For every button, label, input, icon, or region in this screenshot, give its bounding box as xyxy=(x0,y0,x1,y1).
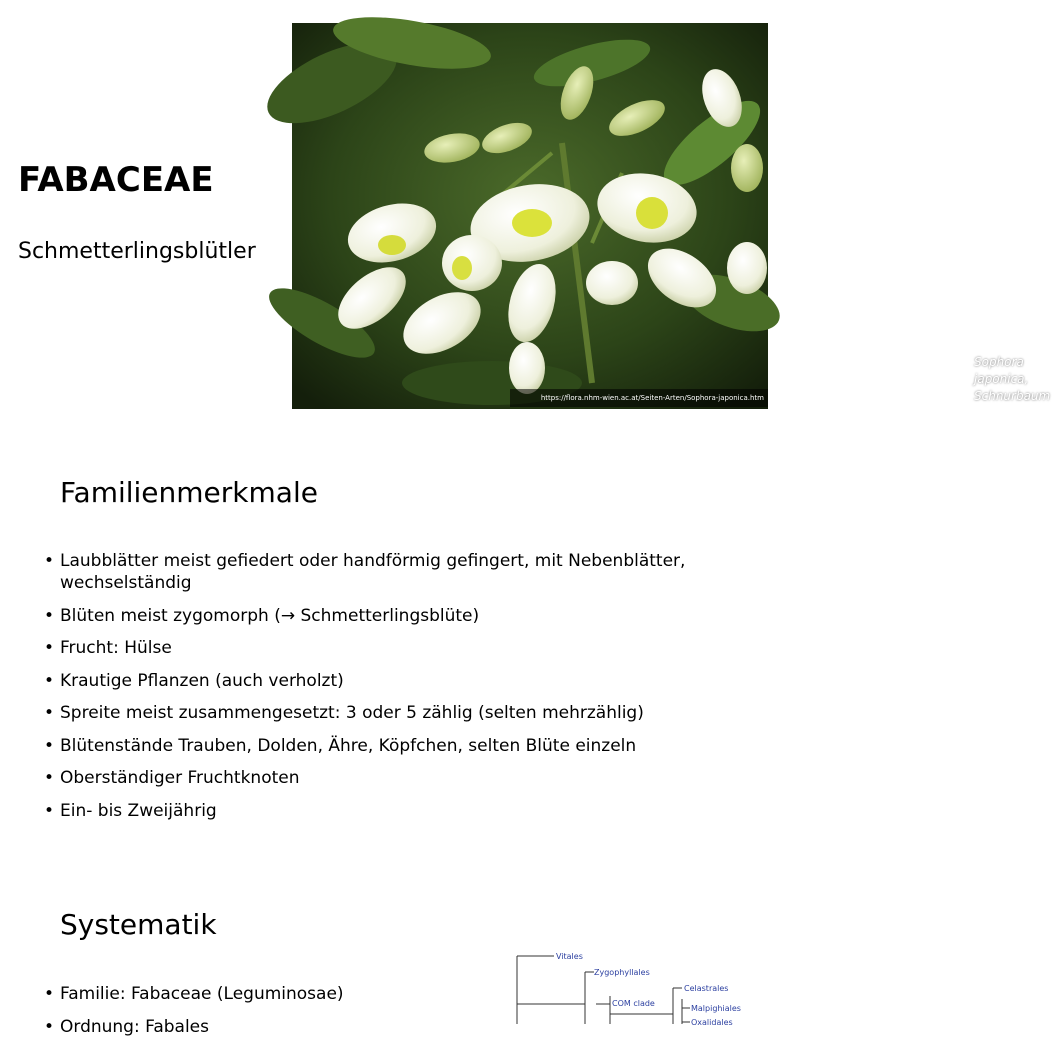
page-subtitle: Schmetterlingsblütler xyxy=(18,239,256,264)
tree-label: COM clade xyxy=(612,999,655,1008)
caption-line: japonica, xyxy=(974,372,1029,386)
section-heading-familienmerkmale: Familienmerkmale xyxy=(60,476,318,509)
list-item: • Frucht: Hülse xyxy=(44,637,744,659)
page-title: FABACEAE xyxy=(18,160,214,200)
list-item: • Familie: Fabaceae (Leguminosae) xyxy=(44,983,484,1005)
list-item: • Blütenstände Trauben, Dolden, Ähre, Köpfchen, selten Blüte einzeln xyxy=(44,735,744,757)
photo-caption xyxy=(974,354,1058,405)
tree-label: Oxalidales xyxy=(691,1018,733,1027)
systematik-list xyxy=(44,983,484,1048)
tree-branches xyxy=(517,956,690,1024)
list-item: • Ein- bis Zweijährig xyxy=(44,800,744,822)
caption-line: Schnurbaum xyxy=(974,389,1051,403)
list-item: • Spreite meist zusammengesetzt: 3 oder 5 zählig (selten mehrzählig) xyxy=(44,702,744,724)
tree-label: Malpighiales xyxy=(691,1004,741,1013)
tree-label: Zygophyllales xyxy=(594,968,650,977)
section-heading-systematik: Systematik xyxy=(60,908,217,941)
flower-photo-illustration xyxy=(292,23,768,409)
photo-source-link[interactable]: https://flora.nhm-wien.ac.at/Seiten-Arten/Sophora-japonica.htm xyxy=(510,389,768,407)
flower-photo xyxy=(292,23,1051,409)
list-item: • Oberständiger Fruchtknoten xyxy=(44,767,744,789)
tree-label: Vitales xyxy=(556,952,583,961)
caption-line: Sophora xyxy=(974,355,1024,369)
list-item: • Ordnung: Fabales xyxy=(44,1016,484,1038)
familienmerkmale-list xyxy=(44,550,744,832)
list-item: • Krautige Pflanzen (auch verholzt) xyxy=(44,670,744,692)
tree-label: Celastrales xyxy=(684,984,729,993)
list-item: • Laubblätter meist gefiedert oder handförmig gefingert, mit Nebenblätter, wechselständig xyxy=(44,550,744,594)
phylogeny-tree xyxy=(510,944,768,1027)
list-item: • Blüten meist zygomorph (→ Schmetterlingsblüte) xyxy=(44,605,744,627)
